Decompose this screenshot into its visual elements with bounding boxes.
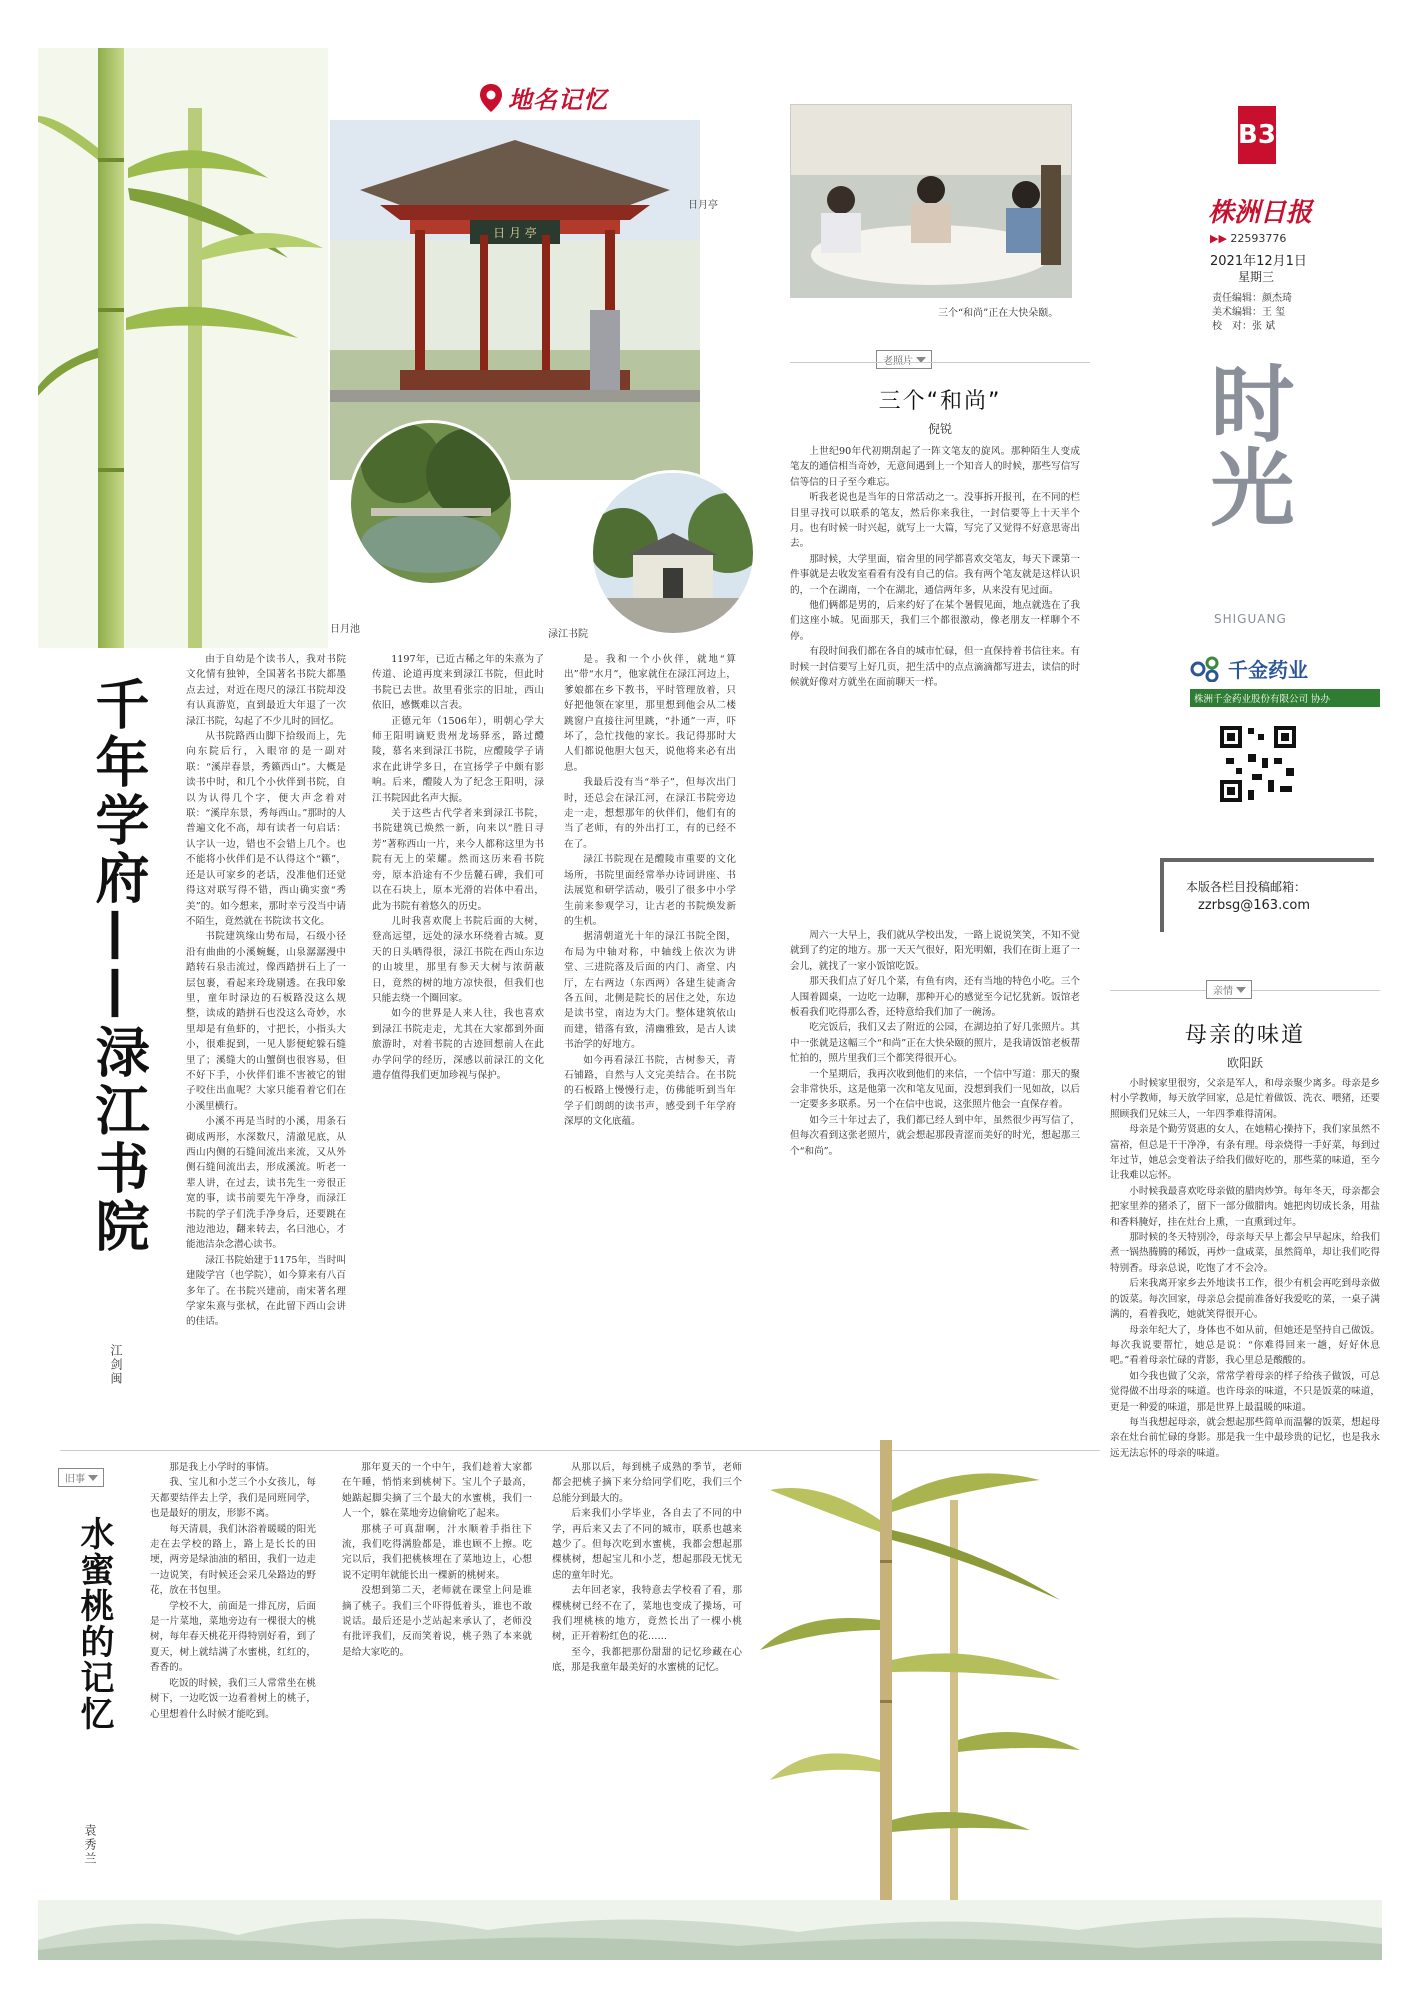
bottom-landscape-strip — [38, 1900, 1382, 1960]
contact-email[interactable]: zzrbsg@163.com — [1198, 898, 1310, 913]
sponsor-box: 株洲千金药业股份有限公司 协办 — [1190, 689, 1380, 707]
pavilion-plaque: 日 月 亭 — [493, 226, 537, 240]
qr-code — [1218, 724, 1298, 804]
photo-moon-pavilion — [330, 120, 700, 480]
paragraph: 那桃子可真甜啊，汁水顺着手指往下流，我们吃得满脸都是，谁也顾不上擦。吃完以后，我们把桃核埋在了菜地边上，心想说不定明年就能长出一棵新的桃树来。 — [342, 1523, 532, 1581]
paragraph: 渌江书院始建于1175年，当时叫建陵学宫（也学院），如今算来有八百多年了。在书院兴建前，南宋著名理学家朱熹与张栻，在此留下西山会讲的佳话。 — [186, 1254, 346, 1328]
tag-label: 亲情 — [1213, 986, 1233, 997]
caption-moon-pond: 日月池 — [330, 624, 360, 635]
tag-family — [1206, 980, 1252, 999]
article-title-monks: 三个“和尚” — [878, 389, 1002, 414]
paragraph: 周六一大早上，我们就从学校出发，一路上说说笑笑，不知不觉就到了约定的地方。那一天天气很好，阳光明媚，我们在街上逛了一会儿，就找了一家小饭馆吃饭。 — [790, 930, 1080, 972]
section-banner — [480, 80, 608, 115]
contact-label: 本版各栏目投稿邮箱： — [1186, 880, 1307, 894]
paragraph: 每当我想起母亲，就会想起那些简单而温馨的饭菜，想起母亲在灶台前忙碌的身影。那是我一生中最珍贵的记忆，也是我永远无法忘怀的母亲的味道。 — [1110, 1416, 1380, 1459]
paragraph: 我最后没有当“举子”，但每次出门时，还总会在渌江河，在渌江书院旁边走一走，想想那年的伙伴们，他们有的当了老师，有的外出打工，有的已经不在了。 — [564, 777, 736, 850]
paragraph: 母亲是个勤劳贤惠的女人，在她精心操持下，我们家虽然不富裕，但总是干干净净，有条有理。母亲烧得一手好菜，每到过年过节，她总会变着法子给我们做好吃的，那些菜的味道，至今让我难以忘怀。 — [1110, 1124, 1380, 1182]
article-author-mother: 欧阳跃 — [1226, 1056, 1263, 1070]
sponsor-name: 千金药业 — [1228, 658, 1308, 682]
paragraph: 由于自幼是个读书人，我对书院文化情有独钟，全国著名书院大都墨点去过，对近在咫尺的渌江书院却没有认真游览，直到最近大年退了一次渌江书院，勾起了不少儿时的回忆。 — [186, 654, 346, 727]
paragraph: 从书院路西山脚下拾级而上，先向东院后行，入眼帘的是一副对联：“溪岸春景，秀籁西山”。大概是读书中时，和几个小伙伴到书院，自以为认得几个字，便大声念着对联：“溪岸东景，秀每西山。”那时的人普遍文化不高，却有读者一句启话：认字认一边，错也不会错上几个。也不能将小伙伴们是不认得这个“籁”，还是认可家乡的老话，没准他们还觉得这对联写得不错，西山确实蛮“秀美”的。如今想来，那时幸亏没当中请不陌生，竟然就在书院读书文化。 — [186, 731, 346, 927]
paragraph: 每天清晨，我们沐浴着暖暖的阳光走在去学校的路上，路上是长长的田埂，两旁是绿油油的稻田，我们一边走一边说笑，有时候还会采几朵路边的野花，放在书包里。 — [150, 1523, 316, 1597]
caption-academy: 渌江书院 — [548, 629, 588, 640]
caption-three-monks: 三个“和尚”正在大快朵颐。 — [938, 308, 1059, 319]
paragraph: 儿时我喜欢爬上书院后面的大树，登高远望，远处的渌水环绕着古城。夏天的日头晒得很，渌江书院在西山东边的山坡里，那里有参天大树与浓荫蔽日，竟然的树的地方凉快很，但我们也只能去绕一个圈回家。 — [372, 915, 544, 1004]
article-body-monks-col2 — [790, 928, 1080, 1436]
article-author-peach: 袁秀兰 — [83, 1824, 97, 1866]
paragraph: 那年夏天的一个中午，我们趁着大家都在午睡，悄悄来到桃树下。宝儿个子最高，她踮起脚尖摘了三个最大的水蜜桃，我们一人一个，躲在菜地旁边偷偷吃了起来。 — [342, 1462, 532, 1520]
paragraph: 母亲年纪大了，身体也不如从前，但她还是坚持自己做饭。每次我说要帮忙，她总是说：“你难得回来一趟，好好休息吧。”看着母亲忙碌的背影，我心里总是酸酸的。 — [1110, 1324, 1380, 1367]
paragraph: 小溪不再是当时的小溪，用条石砌成两形，水深数尺，清澈见底，从西山内侧的石缝间流出来流，又从外侧石缝间流出去，形成溪流。听老一辈人讲，在过去，读书先生一旁很正宽的事，读书前要先午净身，而渌江书院的学子们洗手净身后，还要跳在池边池边，翻来转去，名曰池心，才能池洁杂念潜心读书。 — [186, 1116, 346, 1251]
photo-academy — [590, 470, 756, 636]
article-body-peach-col3 — [552, 1460, 742, 1900]
paragraph: 如今再看渌江书院，古树参天，青石铺路，自然与人文完美结合。在书院的石板路上慢慢行走，仿佛能听到当年学子们朗朗的读书声，感受到千年学府深厚的文化底蕴。 — [564, 1054, 736, 1128]
paragraph: 渌江书院现在是醴陵市重要的文化场所，书院里面经常举办诗词讲座、书法展览和研学活动，吸引了很多中小学生前来参观学习，让古老的书院焕发新的生机。 — [564, 854, 736, 927]
issue-date: 2021年12月1日 — [1210, 254, 1307, 269]
sponsor-block — [1190, 654, 1380, 707]
paragraph: 那是我上小学时的事情。 — [169, 1462, 275, 1473]
page-number-badge — [1238, 106, 1276, 164]
article-body-peach-col1 — [150, 1460, 316, 1900]
article-title-lujiang: 千年学府——渌江书院 — [87, 676, 150, 1256]
article-body-mother — [1110, 1076, 1380, 1916]
location-pin-icon — [480, 84, 502, 112]
photo-three-monks — [790, 104, 1072, 298]
paragraph: 据清朝道光十年的渌江书院全图，布局为中轴对称，中轴线上依次为讲堂、三进院落及后面的内门、斋堂、内厅，左右两边（东西两）各建生徒斋舍各五间，北侧是院长的居住之处，东边是读书堂，南边为大门。整体建筑依山而建，错落有致，清幽雅致，是古人读书治学的好地方。 — [564, 931, 736, 1051]
paragraph: 那时候的冬天特别冷，母亲每天早上都会早早起床，给我们煮一锅热腾腾的稀饭，再炒一盘咸菜，虽然简单，却让我们吃得特别香。母亲总说，吃饱了才不会冷。 — [1110, 1232, 1380, 1274]
paragraph: 小时候我最喜欢吃母亲做的腊肉炒笋。每年冬天，母亲都会把家里养的猪杀了，留下一部分做腊肉。她把肉切成长条，用盐和香料腌好，挂在灶台上熏，一直熏到过年。 — [1110, 1185, 1380, 1228]
bamboo-illustration-right — [760, 1440, 1080, 1910]
paragraph: 那时候，大学里面，宿舍里的同学都喜欢交笔友，每天下课第一件事就是去收发室看看有没有自己的信。我有两个笔友就是这样认识的，一个在湖南，一个在湖北，通信两年多，从来没有见过面。 — [790, 553, 1080, 596]
paragraph: 去年回老家，我特意去学校看了看，那棵桃树已经不在了，菜地也变成了操场，可我们埋桃核的地方，竟然长出了一棵小桃树，正开着粉红色的花…… — [552, 1585, 742, 1643]
paragraph: 我、宝儿和小芝三个小女孩儿，每天都要结伴去上学，我们是同班同学，也是最好的朋友，形影不离。 — [150, 1477, 316, 1520]
editor-credits — [1212, 292, 1292, 334]
paragraph: 书院建筑缘山势布局，石级小径沿有曲曲的小溪蜿蜒，山泉潺潺漫中踏转石泉击流过，像西踏拼石上了一层包裹，看起来玲珑剔透。在我印象里，童年时渌边的石板路没这么规整，读成的踏拼石也没这么奇妙，水里却是有鱼虾的，寸把长，小指头大小，很难捉到，一见人影便蛇躲石缝里了；溪缝大的山蟹倒也很容易，但不好下手，小伙伴们谁不害被它的钳子咬住出血呢？大家只能看着它们在小溪里横行。 — [186, 931, 346, 1112]
paragraph: 小时候家里很穷，父亲是军人，和母亲聚少离多。母亲是乡村小学教师，每天放学回家，总是忙着做饭、洗衣、喂猪，还要照顾我们兄妹三人，一年四季难得清闲。 — [1110, 1078, 1380, 1120]
contact-box — [1160, 858, 1374, 932]
article-body-lujiang-col2 — [372, 652, 544, 1434]
issue-weekday: 星期三 — [1238, 270, 1275, 284]
paragraph: 吃完饭后，我们又去了附近的公园，在湖边拍了好几张照片。其中一张就是这幅三个“和尚”正在大快朵颐的照片，是我请饭馆老板帮忙拍的，照片里我们三个都笑得很开心。 — [790, 1022, 1080, 1065]
photo-moon-pond — [348, 420, 514, 586]
article-title-peach: 水蜜桃的记忆 — [74, 1516, 114, 1732]
paragraph: 上世纪90年代初期刮起了一阵文笔友的旋风。那种陌生人变成笔友的通信相当奇妙，无意间遇到上一个知音人的时候，那些写信写信等信的日子至今难忘。 — [790, 446, 1080, 488]
paragraph: 关于这些古代学者来到渌江书院，书院建筑已焕然一新，向来以“胜日寻芳”著称西山一片，来今人都称这里为书院有无上的荣耀。然而这历来看书院旁，原本沿途有不少岳麓石碑，我们可以在石块上，原本光滑的岩体中看出，此为书院有着悠久的历史。 — [372, 808, 544, 912]
phone-row — [1210, 232, 1286, 245]
article-body-lujiang-col1 — [186, 652, 346, 1434]
tag-label: 旧事 — [65, 1474, 85, 1485]
article-author-monks: 倪锐 — [927, 422, 952, 436]
tag-line — [790, 362, 1090, 363]
paragraph: 听我老说也是当年的日常活动之一。没事拆开报刊，在不同的栏目里寻找可以联系的笔友，然后你来我往，一封信要等上十天半个月。也有时候一时兴起，就写上一大篇，写完了又觉得不好意思寄出去。 — [790, 492, 1080, 550]
paragraph: 吃饭的时候，我们三人常常坐在桃树下，一边吃饭一边看着树上的桃子，心里想着什么时候才能吃到。 — [150, 1677, 316, 1720]
paragraph: 1197年，已近古稀之年的朱熹为了传道、论道再度来到渌江书院，但此时书院已去世。故里看张宗的旧址，西山依旧，感慨难以言表。 — [372, 654, 544, 712]
paragraph: 那天我们点了好几个菜，有鱼有肉，还有当地的特色小吃。三个人围着圆桌，一边吃一边聊，那种开心的感觉至今记忆犹新。饭馆老板看我们吃得那么香，还特意给我们加了一碗汤。 — [790, 976, 1080, 1019]
paragraph: 至今，我都把那份甜甜的记忆珍藏在心底，那是我童年最美好的水蜜桃的记忆。 — [552, 1646, 742, 1674]
arrow-icon: ▶▶ — [1210, 232, 1227, 245]
paragraph: 是。我和一个小伙伴，就地“算出”带“水月”，他家就住在渌江河边上，爹娘都在乡下教书，平时管理放着，只好把他领在家里，那里想到他会从二楼跳窗户直接往河里跳，“扑通”一声，吓坏了，急忙找他的家长。我记得那时大人们都说他胆大包天，说他将来必有出息。 — [564, 654, 736, 773]
caption-moon-pavilion: 日月亭 — [688, 200, 718, 211]
masthead-title: 株洲日报 — [1208, 198, 1313, 228]
editor-line: 责任编辑：颜杰琦 — [1212, 293, 1292, 304]
bamboo-illustration-left — [38, 48, 328, 648]
paragraph: 如今的世界是人来人往，我也喜欢到渌江书院走走，尤其在大家都到外面旅游时，对着书院的古迹回想前人在此办学问学的经历，深感以前渌江的文化遗存值得我们更加珍视与保护。 — [372, 1008, 544, 1081]
article-author-lujiang: 江剑闽 — [109, 1344, 123, 1386]
tag-old-photo — [876, 350, 932, 369]
editor-line: 校 对：张 斌 — [1212, 321, 1276, 332]
page-number: B3 — [1238, 120, 1276, 150]
paragraph: 正德元年（1506年），明朝心学大师王阳明谪贬贵州龙场驿丞，路过醴陵，慕名来到渌江书院，应醴陵学子请求在此讲学多日，在宣扬学子中颇有影响。后来，醴陵人为了纪念王阳明，渌江书院因此名声大振。 — [372, 715, 544, 804]
tag-old-story — [58, 1468, 104, 1487]
paragraph: 如今我也做了父亲，常常学着母亲的样子给孩子做饭，可总觉得做不出母亲的味道。也许母亲的味道，不只是饭菜的味道，更是一种爱的味道，那是世界上最温暖的味道。 — [1110, 1370, 1380, 1413]
editor-line: 美术编辑：王 玺 — [1212, 307, 1286, 318]
article-body-peach-col2 — [342, 1460, 532, 1900]
paragraph: 没想到第二天，老师就在课堂上问是谁摘了桃子。我们三个吓得低着头，谁也不敢说话。最后还是小芝站起来承认了，老师没有批评我们，反而笑着说，桃子熟了本来就是给大家吃的。 — [342, 1585, 532, 1658]
paragraph: 后来我离开家乡去外地读书工作，很少有机会再吃到母亲做的饭菜。每次回家，母亲总会提前准备好我爱吃的菜，一桌子满满的，看着我吃，她就笑得很开心。 — [1110, 1278, 1380, 1321]
section-pinyin: SHIGUANG — [1214, 612, 1287, 626]
paragraph: 从那以后，每到桃子成熟的季节，老师都会把桃子摘下来分给同学们吃，我们三个总能分到最大的。 — [552, 1462, 742, 1504]
section-banner-text: 地名记忆 — [508, 86, 608, 114]
paragraph: 他们俩都是男的，后来约好了在某个暑假见面，地点就选在了我们这座小城。见面那天，我们三个都很激动，像老朋友一样聊个不停。 — [790, 600, 1080, 642]
article-body-monks-col1 — [790, 444, 1080, 920]
paragraph: 后来我们小学毕业，各自去了不同的中学，再后来又去了不同的城市，联系也越来越少了。但每次吃到水蜜桃，我都会想起那棵桃树，想起宝儿和小芝，想起那段无忧无虑的童年时光。 — [552, 1508, 742, 1581]
paragraph: 学校不大，前面是一排瓦房，后面是一片菜地，菜地旁边有一棵很大的桃树，每年春天桃花开得特别好看，到了夏天，树上就结满了水蜜桃，红红的，香香的。 — [150, 1600, 316, 1674]
phone-number: 22593776 — [1230, 232, 1287, 245]
section-title: 时光 — [1197, 360, 1295, 528]
paragraph: 一个星期后，我再次收到他们的来信，一个信中写道：那天的聚会非常快乐，这是他第一次和笔友见面，没想到我们一见如故，以后一定要多多联系。另一个在信中也说，这张照片他会一直保存着。 — [790, 1068, 1080, 1111]
article-body-lujiang-col3 — [564, 652, 736, 1434]
sponsor-logo-icon — [1190, 656, 1224, 682]
article-title-mother: 母亲的味道 — [1184, 1023, 1305, 1048]
paragraph: 如今三十年过去了，我们都已经人到中年，虽然很少再写信了，但每次看到这张老照片，就会想起那段青涩而美好的时光，想起那三个“和尚”。 — [790, 1114, 1080, 1157]
paragraph: 有段时间我们都在各自的城市忙碌，但一直保持着书信往来。有时候一封信要写上好几页，把生活中的点点滴滴都写进去，读信的时候就好像对方就坐在面前聊天一样。 — [790, 646, 1080, 689]
